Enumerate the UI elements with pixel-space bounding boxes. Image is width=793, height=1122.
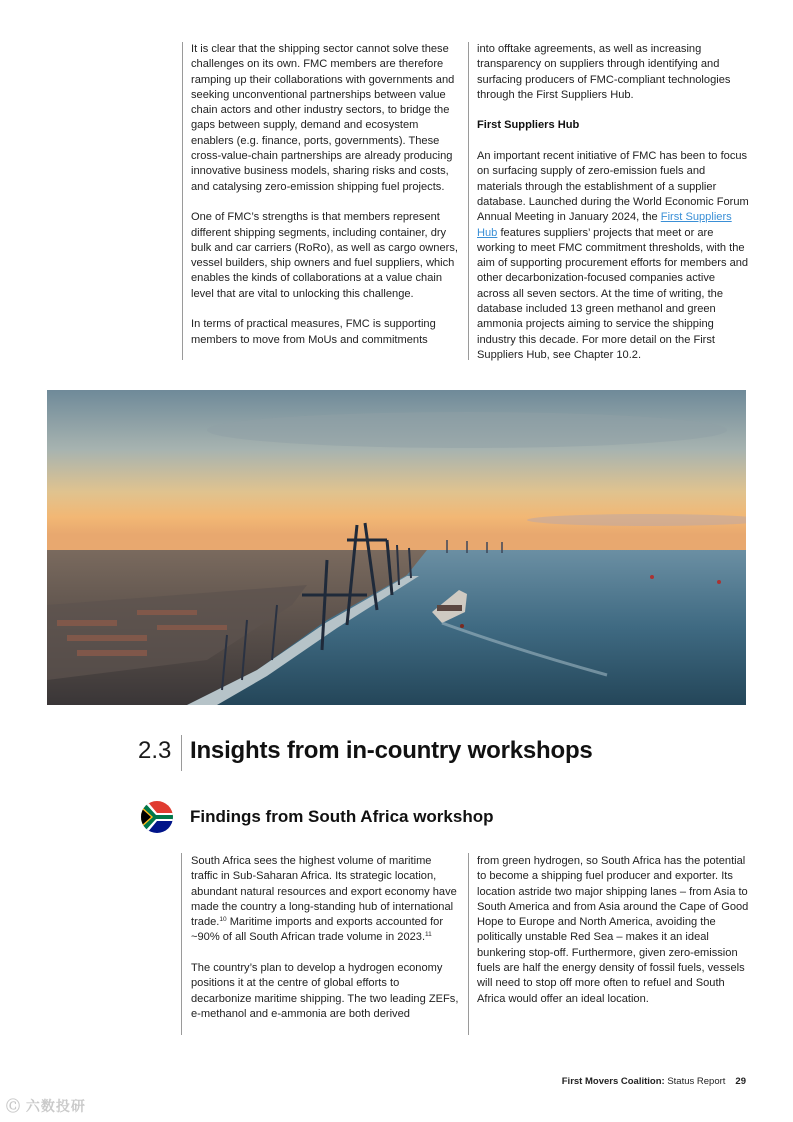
bottom-right-column bbox=[477, 854, 749, 1007]
paragraph: One of FMC’s strengths is that members represent different shipping segments, including container, dry bulk and car carriers (RoRo), as well as cargo owners, vessel builders, ship owners and fuel suppliers, which enables the kinds of collaborations at a value chain level that are vital to unlocking this challenge. bbox=[191, 211, 458, 300]
page-number: 29 bbox=[735, 1076, 746, 1087]
text: An important recent initiative of FMC has been to focus on surfacing supply of zero-emission fuels and materials through the establishment of a supplier database. Launched during the World Economic Forum Annual Meeting in January 2024, the bbox=[477, 150, 749, 224]
column-divider-bottom-left bbox=[181, 853, 182, 1035]
top-left-column bbox=[191, 42, 459, 348]
south-africa-flag-icon bbox=[141, 801, 173, 833]
paragraph: The country’s plan to develop a hydrogen economy positions it at the centre of global efforts to decarbonize maritime shipping. The two leading ZEFs, e-methanol and e-ammonia are both derived bbox=[191, 962, 459, 1020]
paragraph bbox=[191, 854, 459, 946]
paragraph: into offtake agreements, as well as increasing transparency on suppliers through identifying and surfacing producers of FMC-compliant technologies through the First Suppliers Hub. bbox=[477, 43, 731, 101]
footnote-ref[interactable]: 10 bbox=[219, 916, 227, 924]
watermark: Ⓒ 六数投研 bbox=[6, 1098, 86, 1114]
paragraph: from green hydrogen, so South Africa has the potential to become a shipping fuel producer and exporter. Its location astride two major shipping lanes – from Asia to South America and from Asia around the Cape of Good Hope to Europe and North America, avoiding the politically unstable Red Sea – makes it an ideal bunkering stop-off. Furthermore, given zero-emission fuels are half the energy density of fossil fuels, vessels will need to stop off more often to refuel and South Africa would offer an ideal location. bbox=[477, 855, 749, 1005]
page-footer bbox=[562, 1076, 746, 1087]
column-divider-top-left bbox=[182, 42, 183, 360]
footer-report: Status Report bbox=[664, 1076, 726, 1087]
column-divider-bottom-right bbox=[468, 853, 469, 1035]
section-title: Insights from in-country workshops bbox=[190, 737, 593, 764]
column-divider-top-right bbox=[468, 42, 469, 360]
text: Maritime imports and exports accounted for ~90% of all South African trade volume in 2023. bbox=[191, 916, 444, 944]
footer-brand: First Movers Coalition: bbox=[561, 1076, 665, 1087]
footnote-ref[interactable]: 11 bbox=[425, 931, 432, 939]
top-right-column bbox=[477, 42, 749, 363]
text: South Africa sees the highest volume of maritime traffic in Sub-Saharan Africa. Its strategic location, abundant natural resources and export economy have made the country a long-standing hub of international trade. bbox=[191, 855, 457, 929]
first-suppliers-hub-link[interactable]: First Suppliers Hub bbox=[477, 211, 732, 239]
subheading-first-suppliers-hub: First Suppliers Hub bbox=[477, 119, 580, 132]
paragraph: In terms of practical measures, FMC is supporting members to move from MoUs and commitments bbox=[191, 318, 436, 346]
section-heading-divider bbox=[181, 735, 182, 771]
findings-title: Findings from South Africa workshop bbox=[190, 807, 494, 826]
text: features suppliers’ projects that meet or are working to meet FMC commitment thresholds, with the aim of supporting procurement efforts for members and other decarbonization-focused companies active across all seven sectors. At the time of writing, the database included 13 green methanol and green ammonia projects aiming to service the shipping industry this decade. For more detail on the First Suppliers Hub, see Chapter 10.2. bbox=[477, 226, 749, 361]
paragraph bbox=[477, 149, 749, 363]
section-number: 2.3 bbox=[138, 737, 172, 764]
bottom-left-column bbox=[191, 854, 459, 1022]
paragraph: It is clear that the shipping sector cannot solve these challenges on its own. FMC members are therefore ramping up their collaborations with governments and seeking unconventional partnerships between value chain actors and other industry sectors, to bridge the gaps between supply, demand and ecosystem enablers (e.g. finance, ports, governments). These cross-value-chain partnerships are already producing innovative business models, sharing risks and costs, and catalysing zero-emission shipping fuel projects. bbox=[191, 43, 455, 193]
port-sunset-photo bbox=[47, 390, 746, 705]
